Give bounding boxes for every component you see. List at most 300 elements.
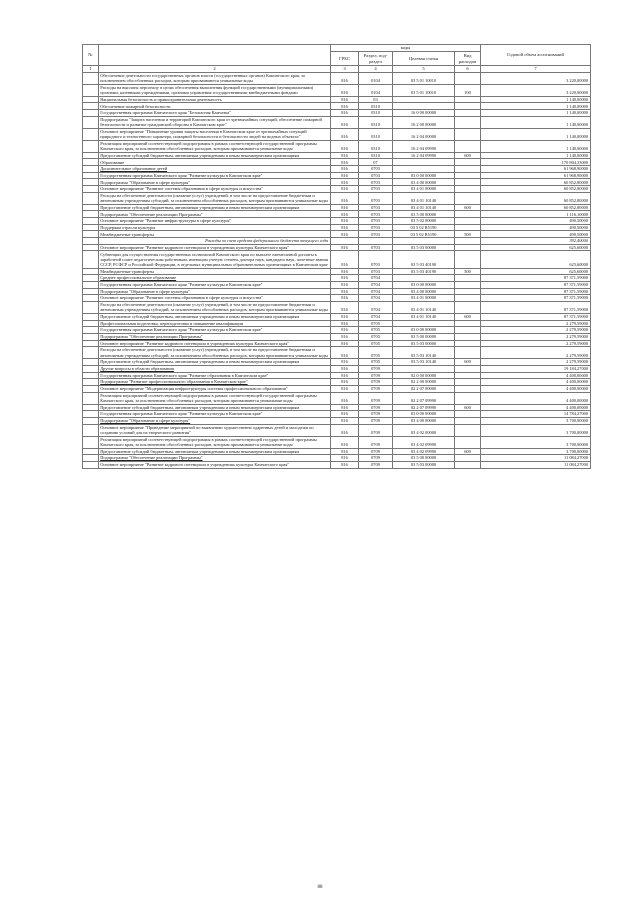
row-name-text: Предоставление субсидий бюджетным, автономным учреждениям и иным некоммерческим организациям [100, 359, 300, 365]
header-codes: коды [331, 45, 481, 52]
table-row [83, 327, 591, 334]
section-cell: 0705 [359, 347, 393, 359]
section-cell: 0709 [359, 372, 393, 379]
section-cell: 0310 [359, 140, 393, 152]
expense-type-cell [455, 96, 481, 103]
row-name-cell [99, 96, 331, 103]
row-name-cell [99, 244, 331, 251]
row-name-text: Государственная программа Камчатского края "Развитие культуры в Камчатском крае" [100, 327, 263, 333]
table-row [83, 172, 591, 179]
table-row [83, 424, 591, 436]
target-article-cell: 03 4 01 00000 [393, 295, 455, 302]
expense-type-cell: 600 [455, 152, 481, 159]
expense-type-cell [455, 385, 481, 392]
row-name-cell [99, 217, 331, 224]
row-name-text: Образование [100, 159, 125, 165]
row-name-text: Поддержка отрасли культуры [100, 224, 156, 230]
grbs-cell: 816 [331, 251, 359, 268]
grbs-cell: 816 [331, 327, 359, 334]
table-row [83, 392, 591, 404]
section-cell: 0310 [359, 110, 393, 117]
section-cell: 0709 [359, 379, 393, 386]
row-name-text: Реализация мероприятий соответствующей подпрограммы в рамках соответствующей государственной программы Камчатского края, за исключением обособленных расходов, которым присваиваются уникальные коды [100, 140, 317, 152]
amount-cell: 392,40000 [481, 238, 591, 245]
amount-cell: 1 140,00000 [481, 116, 591, 128]
row-name-text: Основное мероприятие "Развитие кадрового потенциала в учреждениях культуры Камчатского края" [100, 244, 290, 250]
row-name-cell [99, 186, 331, 193]
table-row [83, 301, 591, 313]
header-number: № [83, 45, 99, 66]
target-article-cell: 03 5 00 00000 [393, 333, 455, 340]
grbs-cell: 816 [331, 411, 359, 418]
expense-type-cell [455, 424, 481, 436]
row-number-cell [83, 84, 99, 96]
row-name-text: Подпрограмма "Образование в сфере культуры" [100, 288, 191, 294]
row-name-text: Расходы за счет средств федерального бюджета текущего года [205, 238, 328, 244]
expense-type-cell [455, 436, 481, 448]
grbs-cell: 816 [331, 288, 359, 295]
row-name-cell [99, 281, 331, 288]
table-body [83, 72, 591, 468]
row-number-cell [83, 211, 99, 218]
expense-type-cell [455, 186, 481, 193]
row-name-text: Предоставление субсидий бюджетным, автономным учреждениям и иным некоммерческим организациям [100, 204, 300, 210]
expense-type-cell [455, 217, 481, 224]
grbs-cell: 816 [331, 217, 359, 224]
amount-cell: 1 116,10000 [481, 211, 591, 218]
row-number-cell [83, 301, 99, 313]
section-cell: 0704 [359, 295, 393, 302]
row-name-cell [99, 365, 331, 372]
grbs-cell: 816 [331, 424, 359, 436]
section-cell: 0709 [359, 385, 393, 392]
grbs-cell: 816 [331, 448, 359, 455]
target-article-cell: 03 0 00 00000 [393, 172, 455, 179]
table-row [83, 268, 591, 275]
row-name-cell [99, 179, 331, 186]
target-article-cell: 03 5 03 10140 [393, 359, 455, 366]
header-grbs: ГРБС [331, 52, 359, 66]
target-article-cell: 03 4 01 10140 [393, 301, 455, 313]
amount-cell: 3 700,00000 [481, 436, 591, 448]
table-row [83, 275, 591, 282]
expense-type-cell [455, 179, 481, 186]
row-name-text: Расходы на обеспечение деятельности (оказание услуг) учреждений, в том числе на предоставление бюджетным и автономным учреждениям субсидий, за исключением обособленных расходов, которым присваиваются уникальные коды [100, 347, 328, 358]
row-name-cell [99, 448, 331, 455]
target-article-cell: 03 5 02 00000 [393, 217, 455, 224]
grbs-cell: 816 [331, 159, 359, 166]
grbs-cell: 816 [331, 192, 359, 204]
section-cell: 0310 [359, 116, 393, 128]
section-cell: 03 [359, 96, 393, 103]
section-cell: 0704 [359, 275, 393, 282]
expense-type-cell [455, 72, 481, 84]
expense-type-cell [455, 340, 481, 347]
section-cell: 0104 [359, 72, 393, 84]
budget-table-sheet [82, 44, 590, 469]
row-name-text: Дополнительное образование детей [100, 166, 168, 172]
row-name-text: Национальная безопасность и правоохранительная деятельность [100, 96, 222, 102]
row-number-cell [83, 436, 99, 448]
row-name-text: Среднее профессиональное образование [100, 275, 177, 281]
expense-type-cell: 600 [455, 359, 481, 366]
amount-cell: 60 852,80000 [481, 204, 591, 211]
table-row [83, 152, 591, 159]
row-name-cell [99, 72, 331, 84]
amount-cell: 11 084,27000 [481, 455, 591, 462]
table-row [83, 379, 591, 386]
row-name-cell [99, 385, 331, 392]
expense-type-cell [455, 172, 481, 179]
table-row [83, 84, 591, 96]
row-name-text: Обеспечение деятельности государственных органов власти (государственных органов) Камчатского края, за исключением обособленных расходов, которым присваиваются уникальные коды [100, 72, 305, 84]
table-row [83, 231, 591, 238]
amount-cell: 87 371,59000 [481, 275, 591, 282]
row-name-text: Расходы на обеспечение деятельности (оказание услуг) учреждений, в том числе на предоставление бюджетным и автономным учреждениям субсидий, за исключением обособленных расходов, которым присваиваются уникальные коды [100, 302, 328, 313]
grbs-cell: 816 [331, 211, 359, 218]
section-cell: 0705 [359, 320, 393, 327]
target-article-cell: 03 5 01 10010 [393, 72, 455, 84]
target-article-cell [393, 103, 455, 110]
row-name-cell [99, 411, 331, 418]
table-row [83, 333, 591, 340]
amount-cell: 1 140,00000 [481, 96, 591, 103]
row-number-cell [83, 275, 99, 282]
amount-cell: 1 140,00000 [481, 152, 591, 159]
row-name-cell [99, 140, 331, 152]
amount-cell: 625,60000 [481, 251, 591, 268]
table-row [83, 461, 591, 468]
section-cell: 0709 [359, 411, 393, 418]
target-article-cell: 03 5 03 10140 [393, 347, 455, 359]
header-name [99, 45, 331, 66]
section-cell: 0310 [359, 128, 393, 140]
section-cell: 0703 [359, 186, 393, 193]
section-cell: 0703 [359, 251, 393, 268]
row-name-cell [99, 211, 331, 218]
expense-type-cell [455, 301, 481, 313]
amount-cell: 2 279,59000 [481, 320, 591, 327]
column-number: 1 [83, 66, 99, 73]
row-name-text: Обеспечение пожарной безопасности [100, 103, 171, 109]
row-number-cell [83, 238, 99, 245]
grbs-cell: 816 [331, 313, 359, 320]
row-name-text: Предоставление субсидий бюджетным, автономным учреждениям и иным некоммерческим организациям [100, 152, 300, 158]
row-name-text: Подпрограмма "Обеспечение реализации Программы" [100, 211, 203, 217]
row-name-cell [99, 192, 331, 204]
section-cell [359, 238, 393, 245]
table-row [83, 96, 591, 103]
section-cell: 07 [359, 159, 393, 166]
target-article-cell: 03 5 02 R5190 [393, 224, 455, 231]
expense-type-cell [455, 211, 481, 218]
grbs-cell: 816 [331, 365, 359, 372]
header-section: Раздел, под-раздел [359, 52, 393, 66]
target-article-cell: 03 4 02 09990 [393, 448, 455, 455]
amount-cell: 14 784,27000 [481, 411, 591, 418]
row-number-cell [83, 116, 99, 128]
amount-cell: 61 968,90000 [481, 165, 591, 172]
header-target-article: Целевая статья [393, 52, 455, 66]
row-name-cell [99, 204, 331, 211]
row-number-cell [83, 172, 99, 179]
row-name-cell [99, 275, 331, 282]
table-row [83, 281, 591, 288]
row-name-text: Основное мероприятие "Проведение мероприятий по выявлению художественно одаренных детей и молодежи по созданию условий для их творческого развития" [100, 424, 314, 436]
section-cell: 0709 [359, 365, 393, 372]
expense-type-cell [455, 103, 481, 110]
row-number-cell [83, 359, 99, 366]
row-number-cell [83, 204, 99, 211]
row-name-cell [99, 461, 331, 468]
section-cell: 0703 [359, 179, 393, 186]
table-row [83, 404, 591, 411]
section-cell: 0703 [359, 192, 393, 204]
section-cell: 0703 [359, 172, 393, 179]
amount-cell: 3 700,00000 [481, 424, 591, 436]
row-number-cell [83, 448, 99, 455]
grbs-cell: 816 [331, 179, 359, 186]
row-number-cell [83, 217, 99, 224]
grbs-cell: 816 [331, 333, 359, 340]
grbs-cell [331, 238, 359, 245]
amount-cell: 60 852,80000 [481, 179, 591, 186]
row-number-cell [83, 140, 99, 152]
row-name-text: Государственная программа Камчатского края "Развитие культуры в Камчатском крае" [100, 172, 263, 178]
expense-type-cell [455, 417, 481, 424]
row-number-cell [83, 192, 99, 204]
row-number-cell [83, 385, 99, 392]
amount-cell: 87 371,59000 [481, 295, 591, 302]
grbs-cell: 816 [331, 340, 359, 347]
row-name-text: Подпрограмма "Обеспечение реализации Программы" [100, 334, 203, 340]
row-name-text: Межбюджетные трансферты [100, 268, 154, 274]
row-name-text: Предоставление субсидий бюджетным, автономным учреждениям и иным некоммерческим организациям [100, 448, 300, 454]
row-name-cell [99, 320, 331, 327]
target-article-cell: 03 4 02 00000 [393, 424, 455, 436]
target-article-cell: 03 5 03 00000 [393, 340, 455, 347]
row-number-cell [83, 288, 99, 295]
section-cell: 0709 [359, 424, 393, 436]
section-cell: 0709 [359, 404, 393, 411]
grbs-cell: 816 [331, 186, 359, 193]
amount-cell: 61 968,90000 [481, 172, 591, 179]
expense-type-cell [455, 327, 481, 334]
row-name-text: Другие вопросы в области образования [100, 366, 174, 372]
header-column-numbers [83, 66, 591, 73]
row-number-cell [83, 251, 99, 268]
expense-type-cell [455, 347, 481, 359]
table-row [83, 224, 591, 231]
row-name-cell [99, 288, 331, 295]
row-number-cell [83, 186, 99, 193]
row-number-cell [83, 340, 99, 347]
grbs-cell: 816 [331, 72, 359, 84]
column-number: 3 [331, 66, 359, 73]
row-name-cell [99, 152, 331, 159]
amount-cell: 2 279,59000 [481, 347, 591, 359]
section-cell: 0705 [359, 327, 393, 334]
row-name-cell [99, 231, 331, 238]
grbs-cell: 816 [331, 404, 359, 411]
column-number: 7 [481, 66, 591, 73]
target-article-cell: 02 2 00 00000 [393, 379, 455, 386]
expense-type-cell [455, 110, 481, 117]
table-row [83, 72, 591, 84]
expense-type-cell [455, 116, 481, 128]
row-name-text: Государственная программа Камчатского края "Безопасная Камчатка" [100, 110, 232, 116]
expense-type-cell: 100 [455, 84, 481, 96]
grbs-cell: 816 [331, 275, 359, 282]
section-cell: 0703 [359, 231, 393, 238]
table-row [83, 179, 591, 186]
row-name-text: Основное мероприятие "Модернизация инфраструктуры системы профессионального образования" [100, 386, 288, 392]
expense-type-cell [455, 365, 481, 372]
section-cell: 0705 [359, 359, 393, 366]
grbs-cell: 816 [331, 103, 359, 110]
table-row [83, 372, 591, 379]
expense-type-cell: 600 [455, 448, 481, 455]
table-row [83, 116, 591, 128]
section-cell: 0709 [359, 392, 393, 404]
column-number: 6 [455, 66, 481, 73]
expense-type-cell [455, 281, 481, 288]
target-article-cell: 02 0 00 00000 [393, 372, 455, 379]
target-article-cell: 03 0 00 00000 [393, 281, 455, 288]
grbs-cell: 816 [331, 231, 359, 238]
expense-type-cell [455, 224, 481, 231]
expense-type-cell [455, 128, 481, 140]
target-article-cell: 03 5 00 00000 [393, 211, 455, 218]
row-number-cell [83, 231, 99, 238]
row-number-cell [83, 327, 99, 334]
grbs-cell: 816 [331, 244, 359, 251]
section-cell: 0709 [359, 455, 393, 462]
row-name-cell [99, 417, 331, 424]
amount-cell: 490,50000 [481, 224, 591, 231]
grbs-cell: 816 [331, 417, 359, 424]
expense-type-cell: 500 [455, 231, 481, 238]
table-row [83, 385, 591, 392]
row-name-text: Подпрограмма "Развитие профессионального образования в Камчатском крае" [100, 379, 248, 385]
row-name-text: Субвенции для осуществления государственных полномочий Камчатского края по выплате ежемесячной доплаты к заработной плате педагогическим работникам, имеющим ученую степень доктора наук, кандидата наук, почетные звания СССР, РСФСР и Российской Федерации, в отдельных муниципальных образовательных организациях в Камчатском крае [100, 251, 328, 268]
row-name-text: Подпрограмма "Образование в сфере культуры" [100, 179, 191, 185]
row-number-cell [83, 461, 99, 468]
amount-cell: 1 140,00000 [481, 103, 591, 110]
amount-cell: 625,60000 [481, 244, 591, 251]
row-number-cell [83, 455, 99, 462]
row-name-text: Профессиональная подготовка, переподготовка и повышение квалификации [100, 320, 244, 326]
section-cell: 0709 [359, 461, 393, 468]
budget-table [82, 44, 591, 469]
table-row [83, 295, 591, 302]
row-name-cell [99, 347, 331, 359]
expense-type-cell: 600 [455, 404, 481, 411]
section-cell: 0703 [359, 204, 393, 211]
row-number-cell [83, 333, 99, 340]
section-cell: 0104 [359, 84, 393, 96]
section-cell: 0705 [359, 340, 393, 347]
expense-type-cell [455, 275, 481, 282]
row-number-cell [83, 365, 99, 372]
row-name-cell [99, 172, 331, 179]
target-article-cell: 03 4 00 00000 [393, 179, 455, 186]
row-number-cell [83, 128, 99, 140]
grbs-cell: 816 [331, 224, 359, 231]
table-row [83, 251, 591, 268]
table-row [83, 455, 591, 462]
column-number: 4 [359, 66, 393, 73]
target-article-cell [393, 96, 455, 103]
grbs-cell: 816 [331, 455, 359, 462]
target-article-cell [393, 275, 455, 282]
row-name-text: Межбюджетные трансферты [100, 231, 154, 237]
section-cell: 0703 [359, 217, 393, 224]
amount-cell: 625,60000 [481, 268, 591, 275]
target-article-cell: 02 2 07 09990 [393, 404, 455, 411]
column-number: 2 [99, 66, 331, 73]
row-name-text: Реализация мероприятий соответствующей подпрограммы в рамках соответствующей государственной программы Камчатского края, за исключением обособленных расходов, которым присваиваются уникальные коды [100, 436, 317, 448]
table-row [83, 128, 591, 140]
table-row [83, 411, 591, 418]
target-article-cell: 03 5 03 00000 [393, 244, 455, 251]
row-number-cell [83, 72, 99, 84]
expense-type-cell [455, 392, 481, 404]
target-article-cell: 16 0 00 00000 [393, 110, 455, 117]
expense-type-cell [455, 379, 481, 386]
table-row [83, 448, 591, 455]
grbs-cell: 816 [331, 96, 359, 103]
target-article-cell: 03 5 01 10010 [393, 84, 455, 96]
grbs-cell: 816 [331, 268, 359, 275]
row-name-cell [99, 327, 331, 334]
target-article-cell: 16 2 00 00000 [393, 116, 455, 128]
grbs-cell: 816 [331, 320, 359, 327]
grbs-cell: 816 [331, 301, 359, 313]
section-cell: 0704 [359, 313, 393, 320]
row-number-cell [83, 268, 99, 275]
column-number: 5 [393, 66, 455, 73]
grbs-cell: 816 [331, 172, 359, 179]
row-number-cell [83, 404, 99, 411]
table-row [83, 110, 591, 117]
grbs-cell: 816 [331, 152, 359, 159]
row-number-cell [83, 244, 99, 251]
amount-cell: 87 371,59000 [481, 301, 591, 313]
amount-cell: 1 140,00000 [481, 128, 591, 140]
row-name-cell [99, 379, 331, 386]
expense-type-cell [455, 320, 481, 327]
section-cell: 0310 [359, 152, 393, 159]
target-article-cell: 03 4 02 09990 [393, 436, 455, 448]
expense-type-cell [455, 165, 481, 172]
target-article-cell: 16 2 04 00000 [393, 128, 455, 140]
table-row [83, 186, 591, 193]
row-name-cell [99, 404, 331, 411]
table-row [83, 365, 591, 372]
row-number-cell [83, 417, 99, 424]
target-article-cell: 03 4 01 10140 [393, 192, 455, 204]
table-row [83, 159, 591, 166]
target-article-cell: 03 5 00 00000 [393, 455, 455, 462]
row-name-cell [99, 238, 331, 245]
target-article-cell: 16 2 04 09990 [393, 152, 455, 159]
row-name-cell [99, 224, 331, 231]
table-row [83, 320, 591, 327]
amount-cell: 87 371,59000 [481, 313, 591, 320]
target-article-cell: 03 0 00 00000 [393, 411, 455, 418]
target-article-cell: 03 5 03 40190 [393, 268, 455, 275]
